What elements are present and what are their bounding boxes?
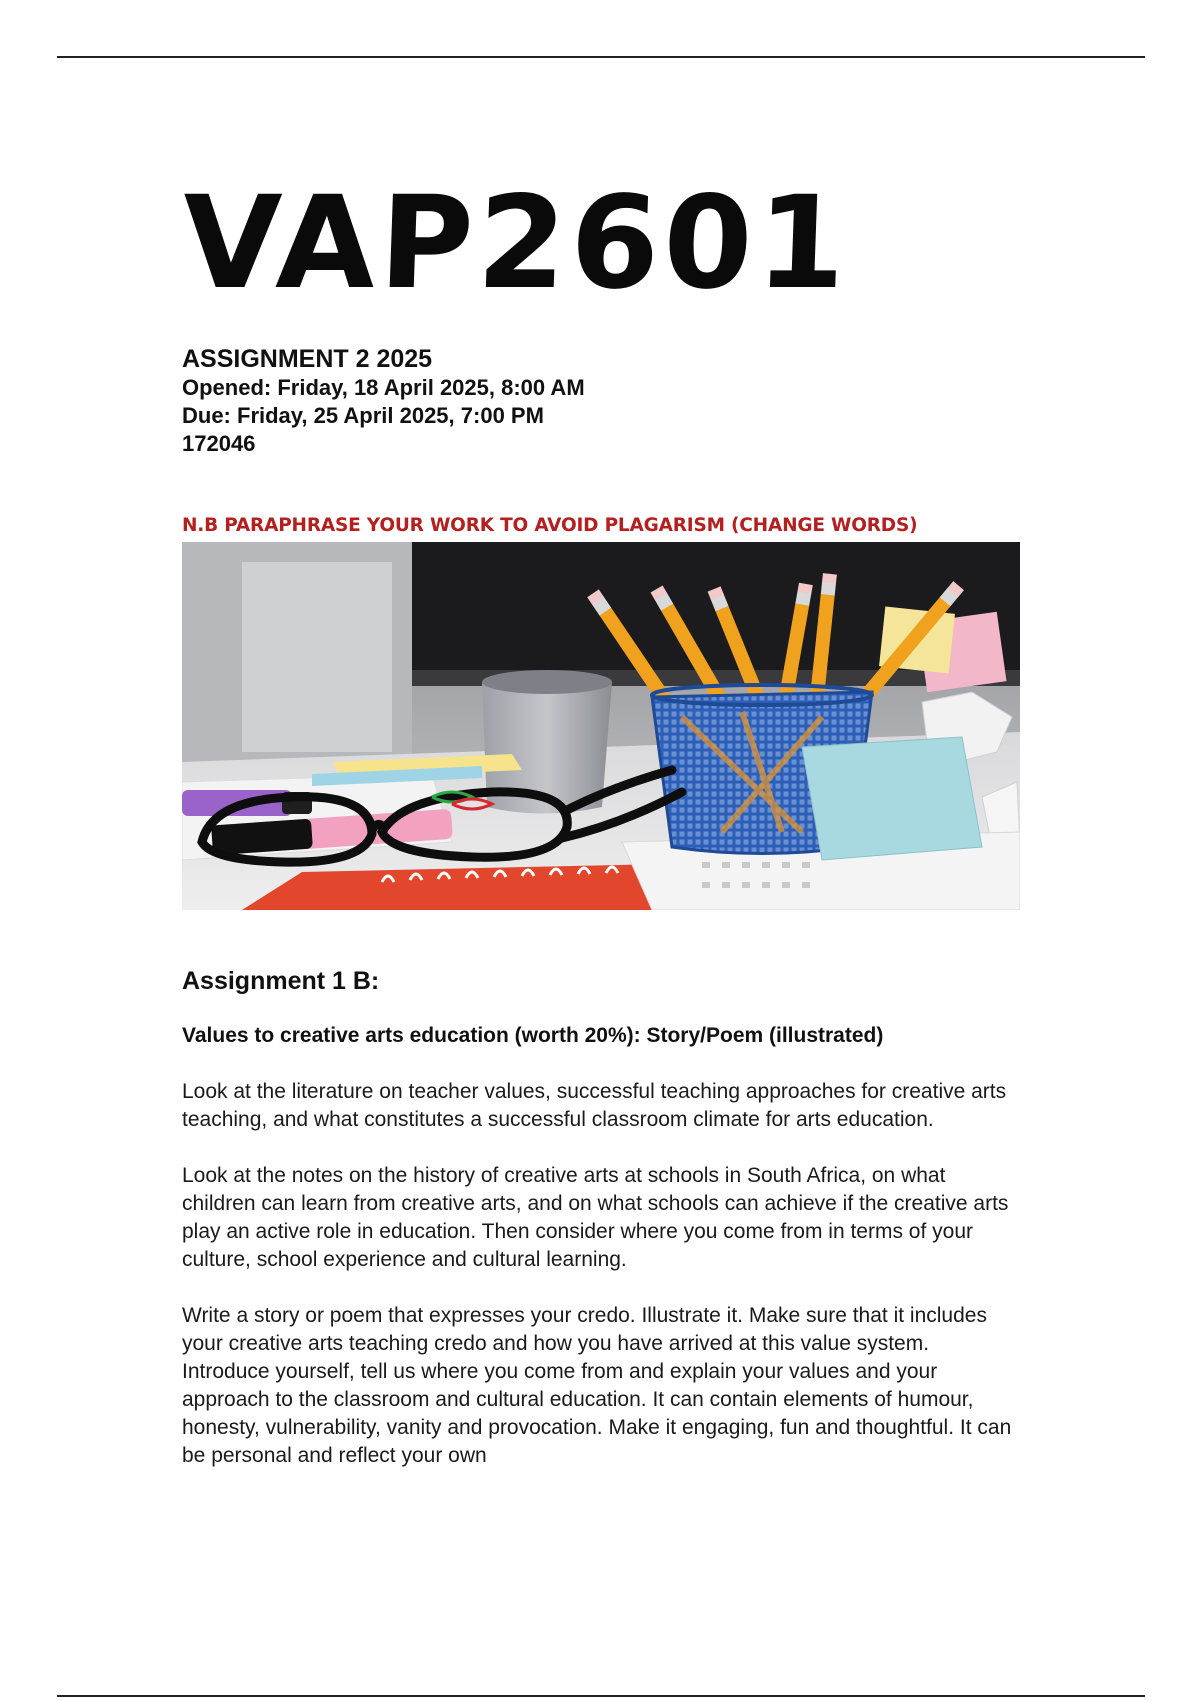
bottom-rule [57,1695,1145,1697]
plagiarism-notice: N.B PARAPHRASE YOUR WORK TO AVOID PLAGARISM (CHANGE WORDS) [182,515,918,536]
sticky-note-blue [802,737,982,860]
document-page [179,169,1022,1491]
reference-number: 172046 [182,431,256,456]
desk-stationery-photo [182,542,1020,910]
instruction-paragraph: Look at the literature on teacher values, successful teaching approaches for creative arts teaching, and what constitutes a successful classroom climate for arts education. [182,1080,1007,1131]
opened-date: Opened: Friday, 18 April 2025, 8:00 AM [182,375,585,400]
course-code: VAP2601 [179,169,853,318]
instruction-paragraph: Look at the notes on the history of creative arts at schools in South Africa, on what children can learn from creative arts, and on what schools can achieve if the creative arts play an active role in education. Then consider where you come from in terms of your culture, school experience and cultural learning. [182,1164,1009,1271]
due-date: Due: Friday, 25 April 2025, 7:00 PM [182,403,544,428]
assignment-title: ASSIGNMENT 2 2025 [182,345,433,373]
top-rule [57,56,1145,58]
section-subheading: Values to creative arts education (worth 20%): Story/Poem (illustrated) [182,1024,884,1047]
instruction-paragraph: Write a story or poem that expresses your credo. Illustrate it. Make sure that it includes your creative arts teaching credo and how you have arrived at this value system. Introduce yourself, tell us where you come from and explain your values and your approach to the classroom and cultural education. It can contain elements of humour, honesty, vulnerability, vanity and provocation. Make it engaging, fun and thoughtful. It can be personal and reflect your own [182,1304,1012,1467]
section-heading: Assignment 1 B: [182,967,380,995]
